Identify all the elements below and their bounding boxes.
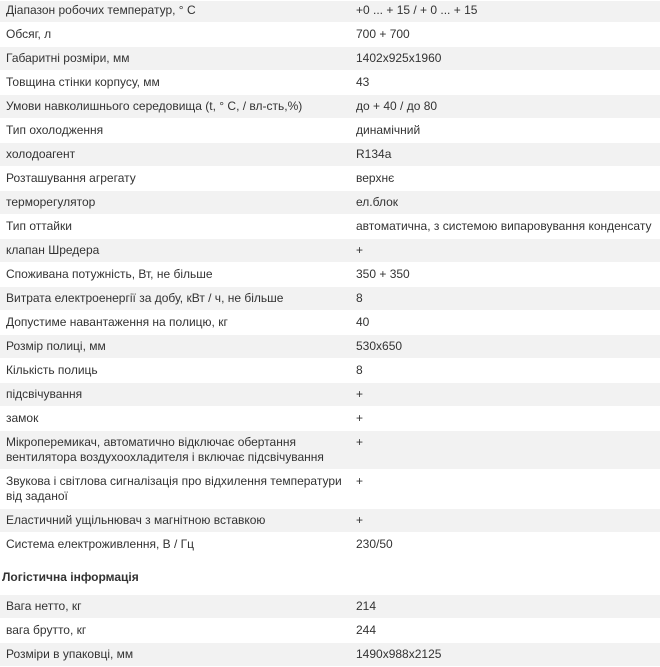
spec-label: вага брутто, кг [0,619,350,642]
spec-row [0,595,660,618]
spec-row [0,287,660,310]
spec-value: +0 ... + 15 / + 0 ... + 15 [350,1,660,22]
spec-label: Товщина стінки корпусу, мм [0,71,350,94]
spec-row [0,643,660,666]
spec-label: замок [0,407,350,430]
spec-label: Вага нетто, кг [0,595,350,618]
spec-label: Мікроперемикач, автоматично відключає обертання вентилятора воздухоохладителя і включає підсвічування [0,431,350,469]
spec-label: Тип оттайки [0,215,350,238]
spec-row [0,119,660,142]
spec-label: Діапазон робочих температур, ° С [0,1,350,22]
spec-label: Обсяг, л [0,23,350,46]
spec-label: Розташування агрегату [0,167,350,190]
spec-row [0,71,660,94]
spec-row [0,239,660,262]
spec-value: + [350,431,660,469]
spec-label: Тип охолодження [0,119,350,142]
logistics-table-body [0,595,660,666]
spec-row [0,311,660,334]
spec-row [0,1,660,22]
spec-value: + [350,407,660,430]
spec-row [0,191,660,214]
specs-table-body [0,1,660,556]
spec-row [0,470,660,508]
spec-value: верхнє [350,167,660,190]
spec-row [0,383,660,406]
spec-row [0,533,660,556]
spec-label: Система електроживлення, В / Гц [0,533,350,556]
spec-value: R134a [350,143,660,166]
spec-value: автоматична, з системою випаровування конденсату [350,215,660,238]
spec-row [0,263,660,286]
spec-row [0,335,660,358]
spec-row [0,167,660,190]
spec-label: Умови навколишнього середовища (t, ° С, / вл-сть,%) [0,95,350,118]
spec-row [0,215,660,238]
spec-label: Розміри в упаковці, мм [0,643,350,666]
spec-row [0,47,660,70]
spec-label: Витрата електроенергії за добу, кВт / ч, не більше [0,287,350,310]
spec-row [0,407,660,430]
spec-value: 8 [350,359,660,382]
spec-row [0,143,660,166]
spec-value: + [350,383,660,406]
spec-value: до + 40 / до 80 [350,95,660,118]
spec-value: + [350,470,660,508]
spec-value: + [350,239,660,262]
logistics-section-title: Логістична інформація [2,570,139,584]
spec-value: 43 [350,71,660,94]
spec-value: 40 [350,311,660,334]
spec-label: Габаритні розміри, мм [0,47,350,70]
spec-row [0,95,660,118]
spec-value: 214 [350,595,660,618]
spec-label: Допустиме навантаження на полицю, кг [0,311,350,334]
spec-label: терморегулятор [0,191,350,214]
spec-label: холодоагент [0,143,350,166]
spec-row [0,431,660,469]
spec-value: 244 [350,619,660,642]
spec-row [0,509,660,532]
spec-value: + [350,509,660,532]
spec-value: 700 + 700 [350,23,660,46]
spec-label: Еластичний ущільнювач з магнітною вставкою [0,509,350,532]
spec-label: Кількість полиць [0,359,350,382]
spec-value: 8 [350,287,660,310]
spec-value: 1490x988x2125 [350,643,660,666]
spec-row [0,23,660,46]
spec-label: клапан Шредера [0,239,350,262]
spec-label: Розмір полиці, мм [0,335,350,358]
spec-value: 530x650 [350,335,660,358]
spec-value: динамічний [350,119,660,142]
spec-value: ел.блок [350,191,660,214]
spec-label: Звукова і світлова сигналізація про відхилення температури від заданої [0,470,350,508]
spec-value: 350 + 350 [350,263,660,286]
spec-value: 1402x925x1960 [350,47,660,70]
spec-label: підсвічування [0,383,350,406]
spec-row [0,619,660,642]
spec-value: 230/50 [350,533,660,556]
spec-label: Споживана потужність, Вт, не більше [0,263,350,286]
logistics-table [0,594,660,667]
spec-row [0,359,660,382]
